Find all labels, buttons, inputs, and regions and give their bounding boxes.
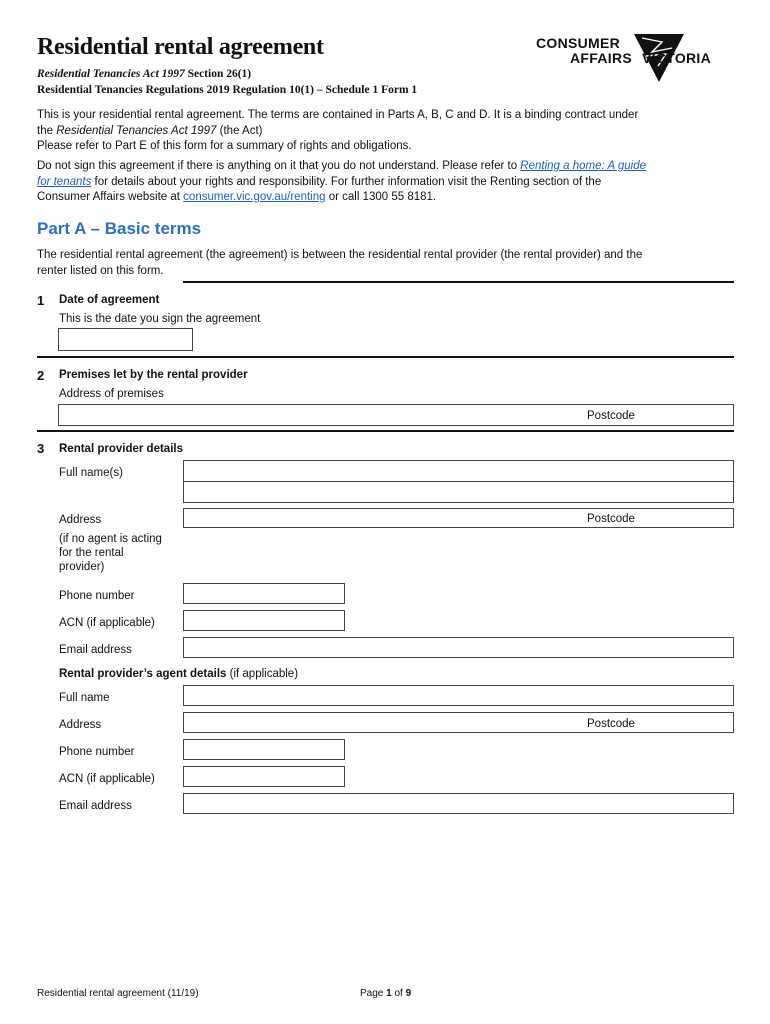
act-reference: Residential Tenancies Act 1997 Section 26(1) bbox=[37, 68, 252, 80]
page-title: Residential rental agreement bbox=[37, 34, 324, 60]
postcode-label: Postcode bbox=[587, 410, 635, 422]
date-hint: This is the date you sign the agreement bbox=[59, 313, 261, 325]
agent-address-label: Address bbox=[59, 719, 102, 731]
postcode-label: Postcode bbox=[587, 718, 635, 730]
phone-label: Phone number bbox=[59, 590, 135, 602]
agent-acn-field[interactable] bbox=[183, 766, 345, 787]
address-label: Address bbox=[59, 514, 102, 526]
email-label: Email address bbox=[59, 644, 132, 656]
acn-label: ACN (if applicable) bbox=[59, 617, 155, 629]
divider bbox=[183, 281, 734, 283]
renting-website-link[interactable]: consumer.vic.gov.au/renting bbox=[183, 191, 326, 203]
full-names-label: Full name(s) bbox=[59, 467, 123, 479]
question-number: 3 bbox=[37, 441, 45, 456]
address-note: (if no agent is acting for the rental provider) bbox=[59, 533, 162, 573]
renting-guide-link[interactable]: Renting a home: A guide bbox=[520, 160, 647, 172]
date-of-agreement-heading: Date of agreement bbox=[59, 294, 160, 306]
premises-heading: Premises let by the rental provider bbox=[59, 369, 248, 381]
date-of-agreement-field[interactable] bbox=[58, 328, 193, 351]
full-names-field-2[interactable] bbox=[183, 481, 734, 503]
agent-acn-label: ACN (if applicable) bbox=[59, 773, 155, 785]
full-names-field-1[interactable] bbox=[183, 460, 734, 482]
agent-full-name-label: Full name bbox=[59, 692, 110, 704]
renting-guide-link-cont[interactable]: for tenants bbox=[37, 175, 92, 188]
page-number: Page 1 of 9 bbox=[360, 988, 412, 999]
regulations-reference: Residential Tenancies Regulations 2019 Regulation 10(1) – Schedule 1 Form 1 bbox=[37, 84, 418, 96]
question-number: 1 bbox=[37, 293, 45, 308]
footer-form-name: Residential rental agreement (11/19) bbox=[37, 988, 199, 999]
consumer-affairs-victoria-logo: CONSUMER AFFAIRS VICTORIA bbox=[534, 32, 730, 84]
postcode-label: Postcode bbox=[587, 513, 635, 525]
divider bbox=[37, 356, 734, 358]
rental-provider-details-heading: Rental provider details bbox=[59, 443, 183, 455]
intro-paragraph-1: This is your residential rental agreement. The terms are contained in Parts A, B, C and D. It is a binding contract under the Residential Tenancies Act 1997 (the Act) Please refer to Part E of this form for a summary of rights and obligations. bbox=[37, 109, 639, 152]
agent-phone-label: Phone number bbox=[59, 746, 135, 758]
agent-email-label: Email address bbox=[59, 800, 132, 812]
agent-full-name-field[interactable] bbox=[183, 685, 734, 706]
part-a-heading: Part A – Basic terms bbox=[37, 219, 202, 238]
part-a-description: The residential rental agreement (the agreement) is between the residential rental provider (the rental provider) and the renter listed on this form. bbox=[37, 249, 643, 277]
agent-email-field[interactable] bbox=[183, 793, 734, 814]
provider-acn-field[interactable] bbox=[183, 610, 345, 631]
address-of-premises-label: Address of premises bbox=[59, 388, 164, 400]
agent-address-field[interactable] bbox=[183, 712, 734, 733]
agent-phone-field[interactable] bbox=[183, 739, 345, 760]
provider-email-field[interactable] bbox=[183, 637, 734, 658]
provider-address-field[interactable] bbox=[183, 508, 734, 528]
divider bbox=[37, 430, 734, 432]
provider-phone-field[interactable] bbox=[183, 583, 345, 604]
intro-paragraph-2: Do not sign this agreement if there is anything on it that you do not understand. Please refer to Renting a home: A guide for tenants for details about your rights and responsibility. For further information visit the Renting section of the Consumer Affairs website at consumer.vic.gov.au/renting or call 1300 55 8181. bbox=[37, 160, 647, 203]
agent-details-heading: Rental provider’s agent details (if applicable) bbox=[59, 668, 299, 680]
question-number: 2 bbox=[37, 368, 45, 383]
